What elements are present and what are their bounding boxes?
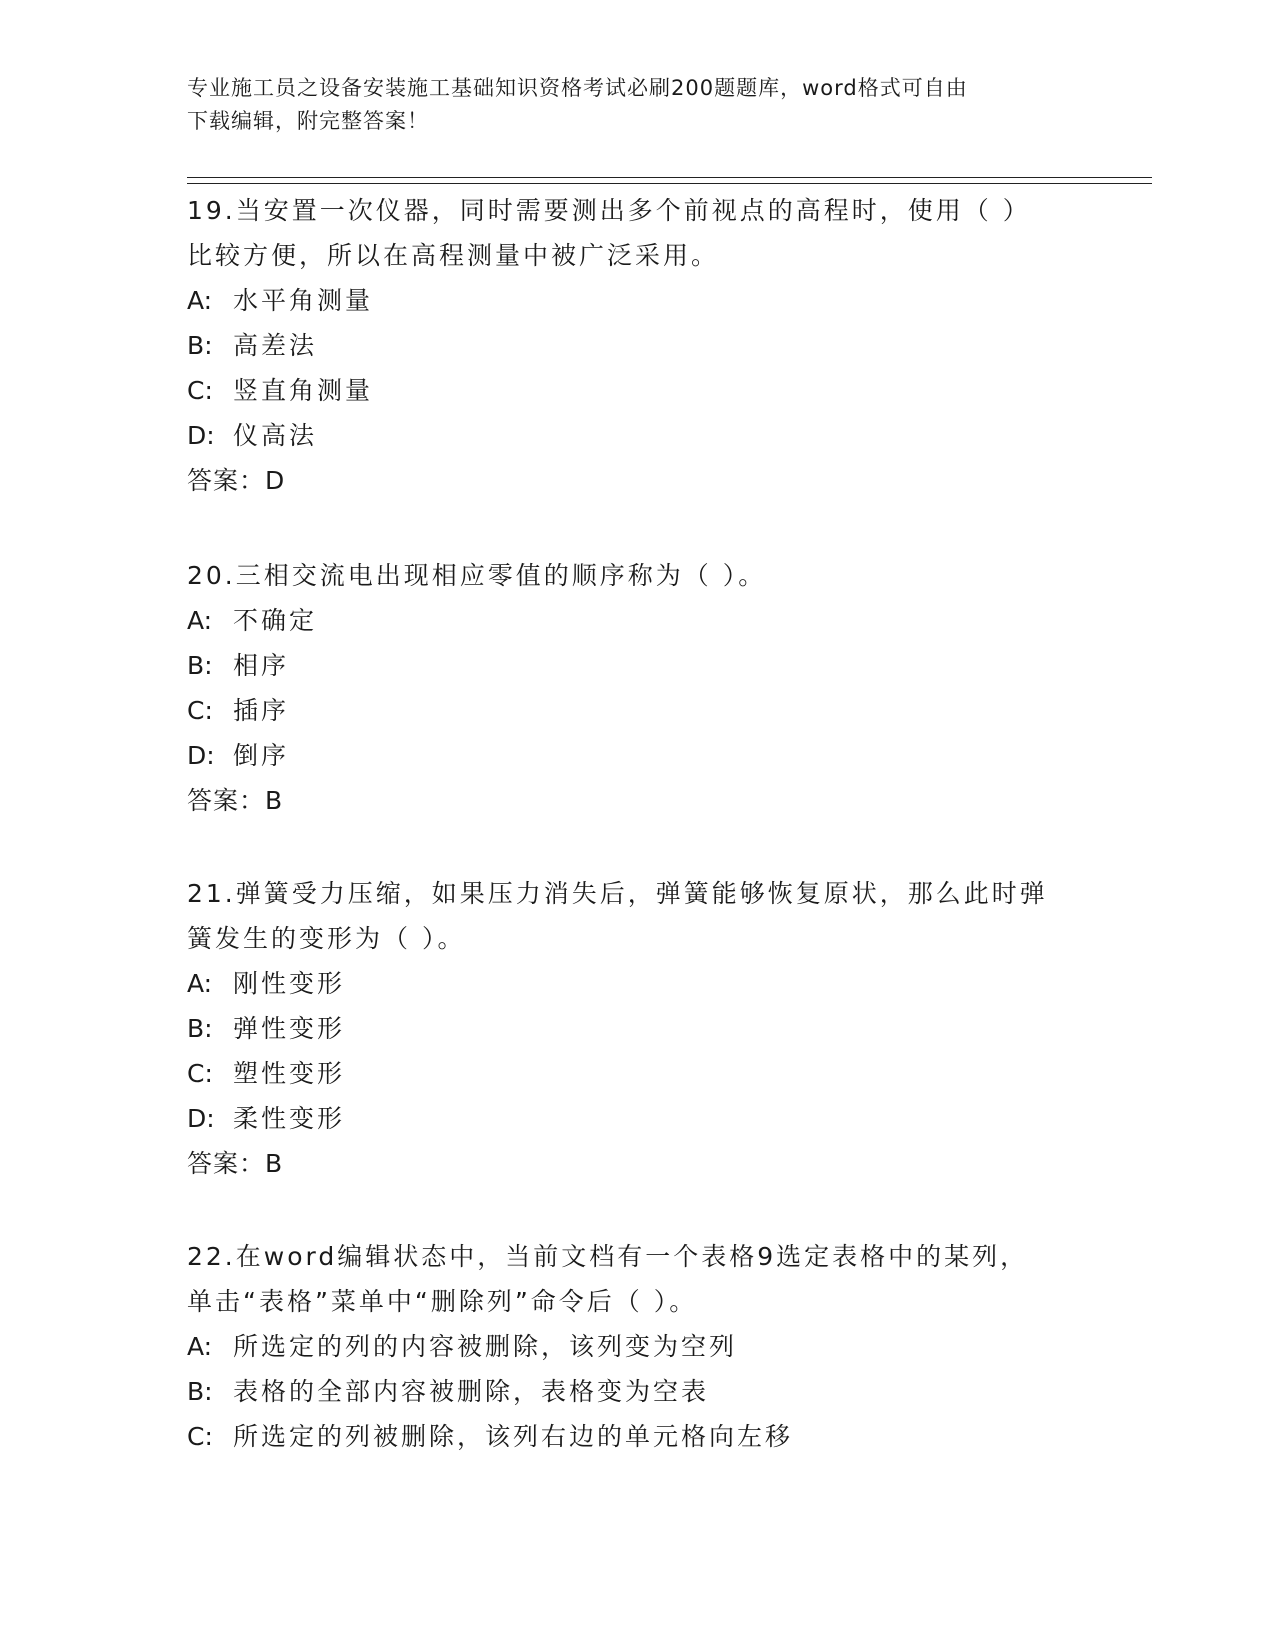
option-b <box>187 643 1087 688</box>
option-text: 所选定的列的内容被删除，该列变为空列 <box>233 1332 738 1361</box>
option-letter: A: <box>187 1332 213 1361</box>
option-d <box>187 1096 1087 1141</box>
answer-line: 答案：D <box>187 466 286 495</box>
option-a <box>187 598 1087 643</box>
answer-line: 答案：B <box>187 1149 284 1178</box>
option-letter: B: <box>187 1377 213 1406</box>
option-a <box>187 1324 1087 1369</box>
option-letter: C: <box>187 376 213 405</box>
option-text: 高差法 <box>233 331 318 360</box>
option-letter: A: <box>187 969 213 998</box>
answer-line: 答案：B <box>187 786 284 815</box>
option-letter: A: <box>187 286 213 315</box>
option-letter: B: <box>187 331 213 360</box>
option-c <box>187 368 1087 413</box>
option-d <box>187 413 1087 458</box>
option-text: 弹性变形 <box>233 1014 346 1043</box>
option-letter: A: <box>187 606 213 635</box>
document-header <box>187 72 1087 138</box>
option-text: 插序 <box>233 696 290 725</box>
question-21 <box>187 871 1087 1186</box>
option-letter: D: <box>187 421 215 450</box>
option-c <box>187 1051 1087 1096</box>
option-text: 刚性变形 <box>233 969 346 998</box>
question-stem-line-1: 21.弹簧受力压缩，如果压力消失后，弹簧能够恢复原状，那么此时弹 <box>187 879 1048 908</box>
question-stem-line-1: 20.三相交流电出现相应零值的顺序称为（ ）。 <box>187 561 767 590</box>
option-letter: D: <box>187 1104 215 1133</box>
header-line-2: 下载编辑，附完整答案！ <box>187 109 429 133</box>
option-text: 所选定的列被删除，该列右边的单元格向左移 <box>233 1422 794 1451</box>
option-text: 不确定 <box>233 606 318 635</box>
option-text: 仪高法 <box>233 421 318 450</box>
option-c <box>187 688 1087 733</box>
option-text: 倒序 <box>233 741 290 770</box>
option-text: 水平角测量 <box>233 286 374 315</box>
option-letter: D: <box>187 741 215 770</box>
option-text: 塑性变形 <box>233 1059 346 1088</box>
question-stem-line-2: 簧发生的变形为（ ）。 <box>187 924 466 953</box>
option-text: 相序 <box>233 651 290 680</box>
question-20 <box>187 553 1087 823</box>
header-rule-top <box>187 177 1152 178</box>
option-c <box>187 1414 1087 1459</box>
option-d <box>187 733 1087 778</box>
header-line-1: 专业施工员之设备安装施工基础知识资格考试必刷200题题库，word格式可自由 <box>187 76 968 100</box>
option-letter: C: <box>187 696 213 725</box>
option-text: 柔性变形 <box>233 1104 346 1133</box>
option-letter: C: <box>187 1059 213 1088</box>
option-b <box>187 1006 1087 1051</box>
option-text: 竖直角测量 <box>233 376 374 405</box>
option-letter: C: <box>187 1422 213 1451</box>
option-b <box>187 323 1087 368</box>
header-rule-bottom <box>187 183 1152 184</box>
option-a <box>187 961 1087 1006</box>
option-b <box>187 1369 1087 1414</box>
option-text: 表格的全部内容被删除，表格变为空表 <box>233 1377 710 1406</box>
question-stem-line-1: 22.在word编辑状态中，当前文档有一个表格9选定表格中的某列， <box>187 1242 1029 1271</box>
question-22 <box>187 1234 1087 1459</box>
question-stem-line-1: 19.当安置一次仪器，同时需要测出多个前视点的高程时，使用（ ） <box>187 196 1031 225</box>
option-a <box>187 278 1087 323</box>
question-stem-line-2: 比较方便，所以在高程测量中被广泛采用。 <box>187 241 720 270</box>
option-letter: B: <box>187 1014 213 1043</box>
question-stem-line-2: 单击“表格”菜单中“删除列”命令后（ ）。 <box>187 1287 698 1316</box>
option-letter: B: <box>187 651 213 680</box>
question-19 <box>187 188 1087 503</box>
